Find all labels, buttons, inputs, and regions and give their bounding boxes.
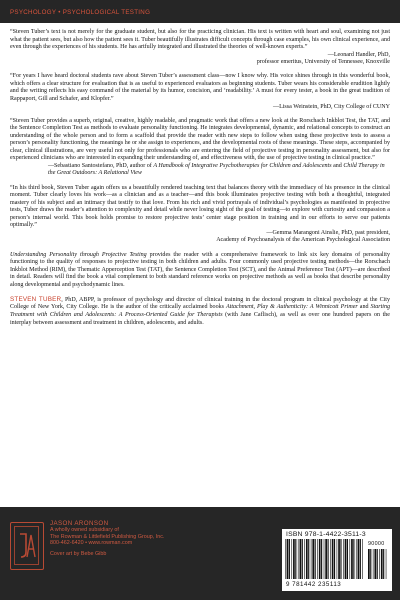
quote-affiliation: professor emeritus, University of Tennessee, Knoxville (256, 59, 390, 66)
ean-digits: 9 781442 235113 (286, 581, 342, 588)
quote-attribution (10, 163, 390, 178)
author-book-title: Starting Treatment with Children and Adolescents: A Process-Oriented Guide for Therapists (10, 304, 391, 319)
price-barcode-icon (368, 549, 388, 581)
quote-text: “In his third book, Steven Tuber again offers us a beautifully rendered teaching text that balances theory with the immediacy of his presence in the clinical moment. Tuber clearly loves his work—as a clinician and as a teacher—and this book illuminates projective testing with both a thoughtful, integrated mastery of his subject and an intimacy that testify to that love. From his rich and vivid portrayals of individual’s psychologies as manifested in projective tests, Tuber draws the reader’s attention to complexity and detail while never losing sight of the goal of testing—to explore with curiosity and compassion a person’s internal world. This book holds promise to restore projective tests’ center stage position in training and in our efforts to serve our patients optimally.” (10, 184, 390, 229)
book-title: Understanding Personality through Projective Testing (10, 251, 147, 258)
quote-handler (10, 29, 390, 67)
description-text: provides the reader with a comprehensive framework to link six key domains of personality functioning to the quality of responses to projective testing in both children and adults. Four commonly used projective testing methods—the Rorschach Inkblot Method (RIM), the Thematic Apperception Test (TAT), the Sentence Completion Test (SCT), and the Animal Preference Test (APT)—are described in detail. Readers will find the book a vital complement to both standard reference works on projective methods as well as books that describe personality along developmental and psychodynamic lines. (10, 251, 390, 288)
category-psychological-testing: PSYCHOLOGICAL TESTING (62, 9, 151, 16)
publisher-line: A wholly owned subsidiary of (50, 527, 119, 534)
barcode-icon (285, 539, 365, 581)
quote-attribution: —Leonard Handler, PhD, (327, 51, 390, 58)
category-label (10, 9, 150, 16)
publisher-contact: 800-462-6420 • www.rowman.com (50, 539, 133, 546)
publisher-line: The Rowman & Littlefield Publishing Group, Inc. (50, 533, 165, 540)
price-code: 90000 (368, 541, 385, 547)
quote-work-title: Child Therapy in the Great Outdoors: A Relational View (48, 162, 385, 177)
category-psychology: PSYCHOLOGY (10, 9, 57, 16)
quote-attribution: —Lissa Weinstein, PhD, City College of CUNY (273, 103, 390, 110)
quote-attribution: —Gemma Marangoni Ainslie, PhD, past president, (266, 229, 390, 236)
publisher-info (50, 521, 164, 557)
back-cover-footer (0, 507, 400, 600)
isbn-barcode (282, 529, 392, 591)
category-separator: • (58, 9, 61, 16)
cover-art-credit: Cover art by Bebe Gibb (50, 551, 107, 558)
quote-and: and (333, 162, 342, 169)
ja-logo-icon (14, 526, 39, 565)
blurb-panel (0, 23, 400, 507)
publisher-name: JASON ARONSON (50, 520, 109, 527)
quote-attribution-name: —Sebastiano Santostefano, PhD, author of (48, 162, 152, 169)
publisher-logo (10, 522, 44, 570)
author-book-title: Attachment, Play & Authenticity: A Winnicott Primer (225, 304, 358, 311)
book-description (10, 252, 390, 290)
quote-santostefano (10, 118, 390, 178)
author-bio-text: , PhD, ABPP, is professor of psychology and director of clinical training in the doctoral program in clinical psychology at the City College of New York, City College. He is the author of the critically acclaimed books (10, 296, 391, 311)
author-bio (10, 296, 390, 327)
quote-work-title: A Handbook of Integrative Psychotherapies for Children and Adolescents (153, 162, 332, 169)
quote-weinstein (10, 73, 390, 111)
author-bio-text: (with Jane Caflisch), as well as over one hundred papers on the interplay between assessment and treatment in children, adolescents, and adults. (10, 312, 390, 326)
author-name: STEVEN TUBER (10, 295, 62, 303)
quote-text: “Steven Tuber’s text is not merely for the graduate student, but also for the practicing clinician. His text is written with heart and soul, examining not just what the patient sees, but also how the patient sees it. Tuber beautifully illustrates difficult concepts through case examples, his own clinical experience, and even through the experiences of his students. He has artfully integrated and illustrated the theories of well-known experts.” (10, 29, 390, 51)
author-bio-text: and (359, 304, 369, 311)
quote-text: “Steven Tuber provides a superb, original, creative, highly readable, and pragmatic work that offers a new look at the Rorschach Inkblot Test, the TAT, and the Sentence Completion Test as methods to evaluate personality functioning. He integrates developmental, dynamic, and relational concepts to construct an understanding of the whole person and to form a scaffold that provide the reader with new steps to follow when using these projective tests to assess a person’s personality functioning, the meanings he or she assign to experiences, and the developmental roots of these meanings. These steps, accompanied by clear, clinical illustrations, are very useful not only for professionals who are entering the field of projective testing in personality assessment, but also for experienced clinicians who are interested in expanding their understanding of, and effectiveness with, the use of projective testing in clinical practice.” (10, 117, 390, 162)
quote-affiliation: Academy of Psychoanalysis of the American Psychological Association (216, 237, 390, 244)
isbn-number: ISBN 978-1-4422-3511-3 (286, 531, 366, 538)
quote-text: “For years I have heard doctoral students rave about Steven Tuber’s assessment class—now I know why. His voice shines through in this wonderful book, which offers a clear structure for evaluation that is as useful to experienced evaluators as beginning students. Tuber wears his considerable erudition lightly and the writing reflects his easy command of the material by its humor, concision, and ‘readability.’ A must for every tester, a book in the great tradition of Rappaport, Gill and Schafer, and Klopfer.” (10, 73, 390, 102)
quote-ainslie (10, 185, 390, 245)
